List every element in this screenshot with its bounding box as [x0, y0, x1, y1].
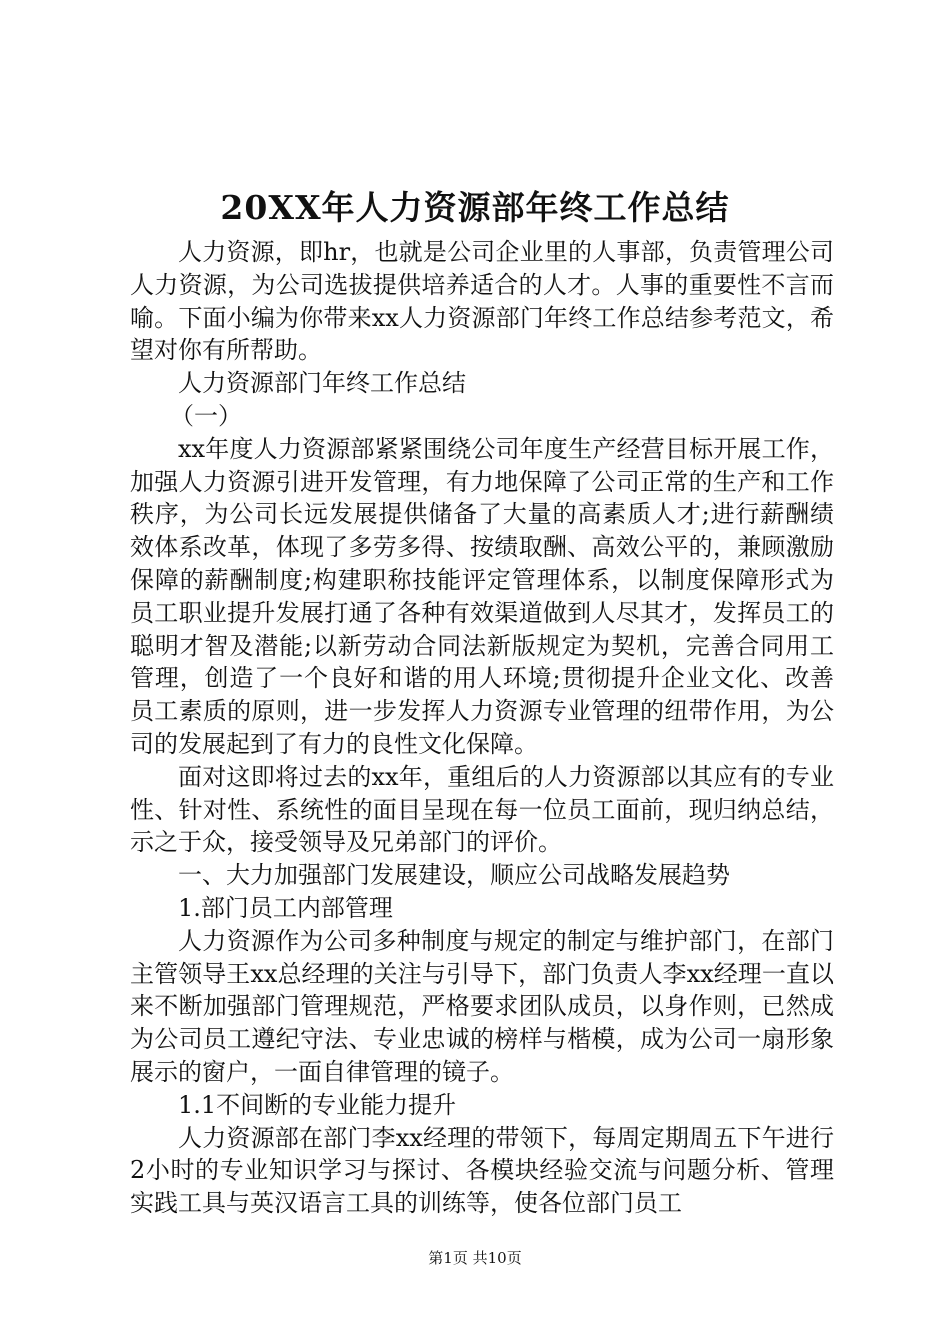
paragraph-internal-management: 人力资源作为公司多种制度与规定的制定与维护部门，在部门主管领导王xx总经理的关注与引导下，部门负责人李xx经理一直以来不断加强部门管理规范，严格要求团队成员，以身作则，已然成为公司员工遵纪守法、专业忠诚的榜样与楷模，成为公司一扇形象展示的窗户，一面自律管理的镜子。	[130, 926, 834, 1086]
paragraph-subtitle: 人力资源部门年终工作总结	[178, 369, 466, 398]
paragraph-annual-overview: xx年度人力资源部紧紧围绕公司年度生产经营目标开展工作，加强人力资源引进开发管理，有力地保障了公司正常的生产和工作秩序，为公司长远发展提供储备了大量的高素质人才;进行薪酬绩效体系改革，体现了多劳多得、按绩取酬、高效公平的，兼顾激励保障的薪酬制度;构建职称技能评定管理体系，以制度保障形式为员工职业提升发展打通了各种有效渠道做到人尽其才，发挥员工的聪明才智及潜能;以新劳动合同法新版规定为契机，完善合同用工管理，创造了一个良好和谐的用人环境;贯彻提升企业文化、改善员工素质的原则，进一步发挥人力资源专业管理的纽带作用，为公司的发展起到了有力的良性文化保障。	[130, 434, 834, 758]
heading-section-one: 一、大力加强部门发展建设，顺应公司战略发展趋势	[178, 861, 730, 890]
page-footer: 第1页 共10页	[428, 1249, 522, 1267]
heading-subsection-1: 1.部门员工内部管理	[178, 893, 393, 922]
document-title: 20XX年人力资源部年终工作总结	[220, 188, 730, 227]
paragraph-skill-training: 人力资源部在部门李xx经理的带领下，每周定期周五下午进行2小时的专业知识学习与探讨、各模块经验交流与问题分析、管理实践工具与英汉语言工具的训练等，使各位部门员工	[130, 1123, 834, 1218]
heading-subsection-1-1: 1.1不间断的专业能力提升	[178, 1090, 457, 1119]
paragraph-review: 面对这即将过去的xx年，重组后的人力资源部以其应有的专业性、针对性、系统性的面目呈现在每一位员工面前，现归纳总结，示之于众，接受领导及兄弟部门的评价。	[130, 762, 834, 857]
document-body	[130, 236, 834, 1220]
paragraph-intro: 人力资源，即hr，也就是公司企业里的人事部，负责管理公司人力资源，为公司选拔提供培养适合的人才。人事的重要性不言而喻。下面小编为你带来xx人力资源部门年终工作总结参考范文，希望对你有所帮助。	[130, 238, 834, 365]
paragraph-section-number: （一）	[170, 401, 242, 430]
